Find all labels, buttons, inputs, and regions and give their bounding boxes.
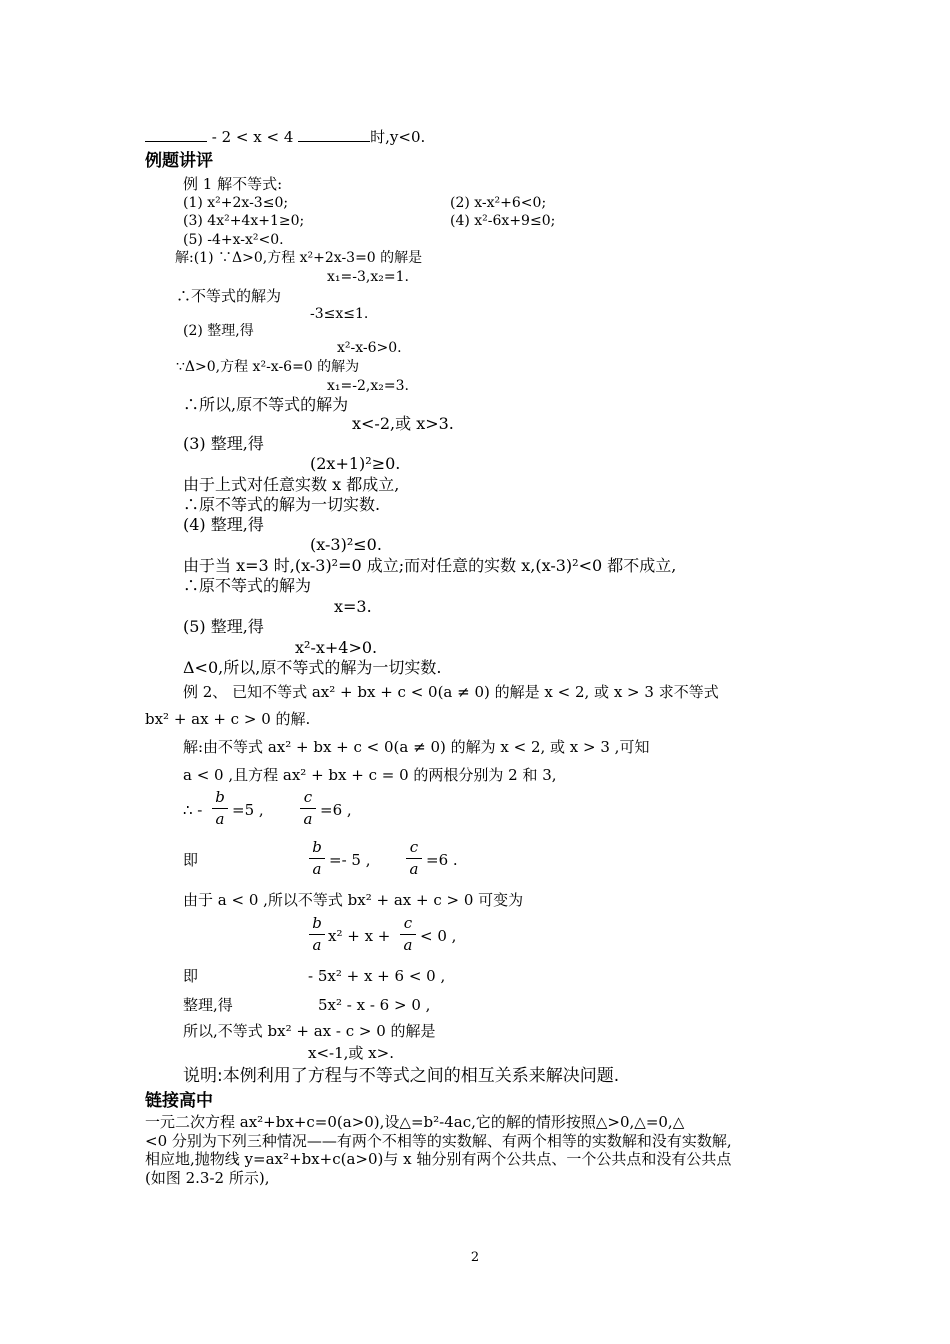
equation-value: =6 . [426,851,458,869]
solution-line: 由于上式对任意实数 x 都成立, [183,475,400,494]
page-number: 2 [470,1250,480,1265]
example2-note: 说明:本例利用了方程与不等式之间的相互关系来解决问题. [183,1066,620,1086]
section2-paragraph-line: 相应地,抛物线 y=ax²+bx+c(a>0)与 x 轴分别有两个公共点、一个公共点和没有公共点 [145,1150,732,1168]
example2-solution-line: 解:由不等式 ax² + bx + c < 0(a ≠ 0) 的解为 x < 2, 或 x > 3 ,可知 [183,738,650,756]
example1-intro: 例 1 解不等式: [183,175,283,193]
solution-line: 解:(1) ∵Δ>0,方程 x²+2x-3=0 的解是 [175,250,423,266]
section-title-link: 链接高中 [145,1091,213,1111]
solution-line: x²-x-6>0. [337,340,402,356]
equation-value: =6 , [320,801,352,819]
fraction-b-over-a [309,916,325,953]
fraction-b-over-a [309,840,325,877]
inequality-end: < 0 , [420,927,457,945]
denominator: a [303,810,313,828]
solution-line: ∴所以,原不等式的解为 [183,395,349,414]
example1-item2: (2) x-x²+6<0; [450,195,547,211]
solution-line: -3≤x≤1. [310,306,369,322]
fraction-b-over-a [212,790,228,827]
section-title-examples: 例题讲评 [145,151,213,171]
example2-solution-line: 由于 a < 0 ,所以不等式 bx² + ax + c > 0 可变为 [183,891,524,909]
solution-line: 由于当 x=3 时,(x-3)²=0 成立;而对任意的实数 x,(x-3)²<0 都不成立, [183,556,677,575]
solution-line: x<-2,或 x>3. [352,414,454,433]
example2-line1: 例 2、 已知不等式 ax² + bx + c < 0(a ≠ 0) 的解是 x < 2, 或 x > 3 求不等式 [183,683,719,701]
numerator: b [312,838,322,856]
example2-solution-line: a < 0 ,且方程 ax² + bx + c = 0 的两根分别为 2 和 3, [183,766,557,784]
solution-line: (5) 整理,得 [183,617,264,636]
solution-line: ∵Δ>0,方程 x²-x-6=0 的解为 [176,359,360,375]
solution-line: Δ<0,所以,原不等式的解为一切实数. [183,658,442,677]
solution-line: x²-x+4>0. [295,638,378,657]
solution-line: ∴不等式的解为 [176,287,282,305]
blank-suffix: 时,y<0. [370,128,426,146]
section2-paragraph-line: <0 分别为下列三种情况——有两个不相等的实数解、有两个相等的实数解和没有实数解, [145,1132,732,1150]
example2-therefore: ∴ - [183,801,203,819]
fraction-c-over-a [300,790,316,827]
example2-solution-line: 所以,不等式 bx² + ax - c > 0 的解是 [183,1022,436,1040]
solution-line: (3) 整理,得 [183,434,264,453]
solution-line: x=3. [334,597,372,616]
solution-line: (2x+1)²≥0. [310,454,401,473]
equation-value: =- 5 , [329,851,371,869]
example2-zl: 整理,得 [183,996,233,1014]
example1-item4: (4) x²-6x+9≤0; [450,213,556,229]
denominator: a [312,936,322,954]
denominator: a [312,860,322,878]
numerator: b [215,788,225,806]
denominator: a [409,860,419,878]
example1-item1: (1) x²+2x-3≤0; [183,195,289,211]
example2-line2: bx² + ax + c > 0 的解. [145,710,311,728]
denominator: a [215,810,225,828]
fraction-c-over-a [406,840,422,877]
numerator: b [312,914,322,932]
solution-line: x₁=-3,x₂=1. [327,269,409,285]
solution-line: (x-3)²≤0. [310,535,382,554]
numerator: c [403,914,413,932]
example2-inequality: - 5x² + x + 6 < 0 , [308,967,446,985]
solution-line: ∴原不等式的解为 [183,576,312,595]
example2-answer: x<-1,或 x>. [308,1044,394,1062]
solution-line: x₁=-2,x₂=3. [327,378,409,394]
denominator: a [403,936,413,954]
numerator: c [303,788,313,806]
equation-value: =5 , [232,801,264,819]
solution-line: ∴原不等式的解为一切实数. [183,495,381,514]
section2-paragraph-line: 一元二次方程 ax²+bx+c=0(a>0),设△=b²-4ac,它的解的情形按照△>0,△=0,△ [145,1113,685,1131]
blank-expression: - 2 < x < 4 [211,128,294,146]
example1-item3: (3) 4x²+4x+1≥0; [183,213,305,229]
example2-inequality: 5x² - x - 6 > 0 , [318,996,431,1014]
inequality-middle: x² + x + [328,927,391,945]
solution-line: (2) 整理,得 [183,323,254,339]
solution-line: (4) 整理,得 [183,515,264,534]
section2-paragraph-line: (如图 2.3-2 所示), [145,1169,270,1187]
example2-ji: 即 [183,851,199,869]
fraction-c-over-a [400,916,416,953]
example1-item5: (5) -4+x-x²<0. [183,232,284,248]
fill-in-blank-line [145,128,425,145]
example2-ji: 即 [183,967,199,985]
numerator: c [409,838,419,856]
